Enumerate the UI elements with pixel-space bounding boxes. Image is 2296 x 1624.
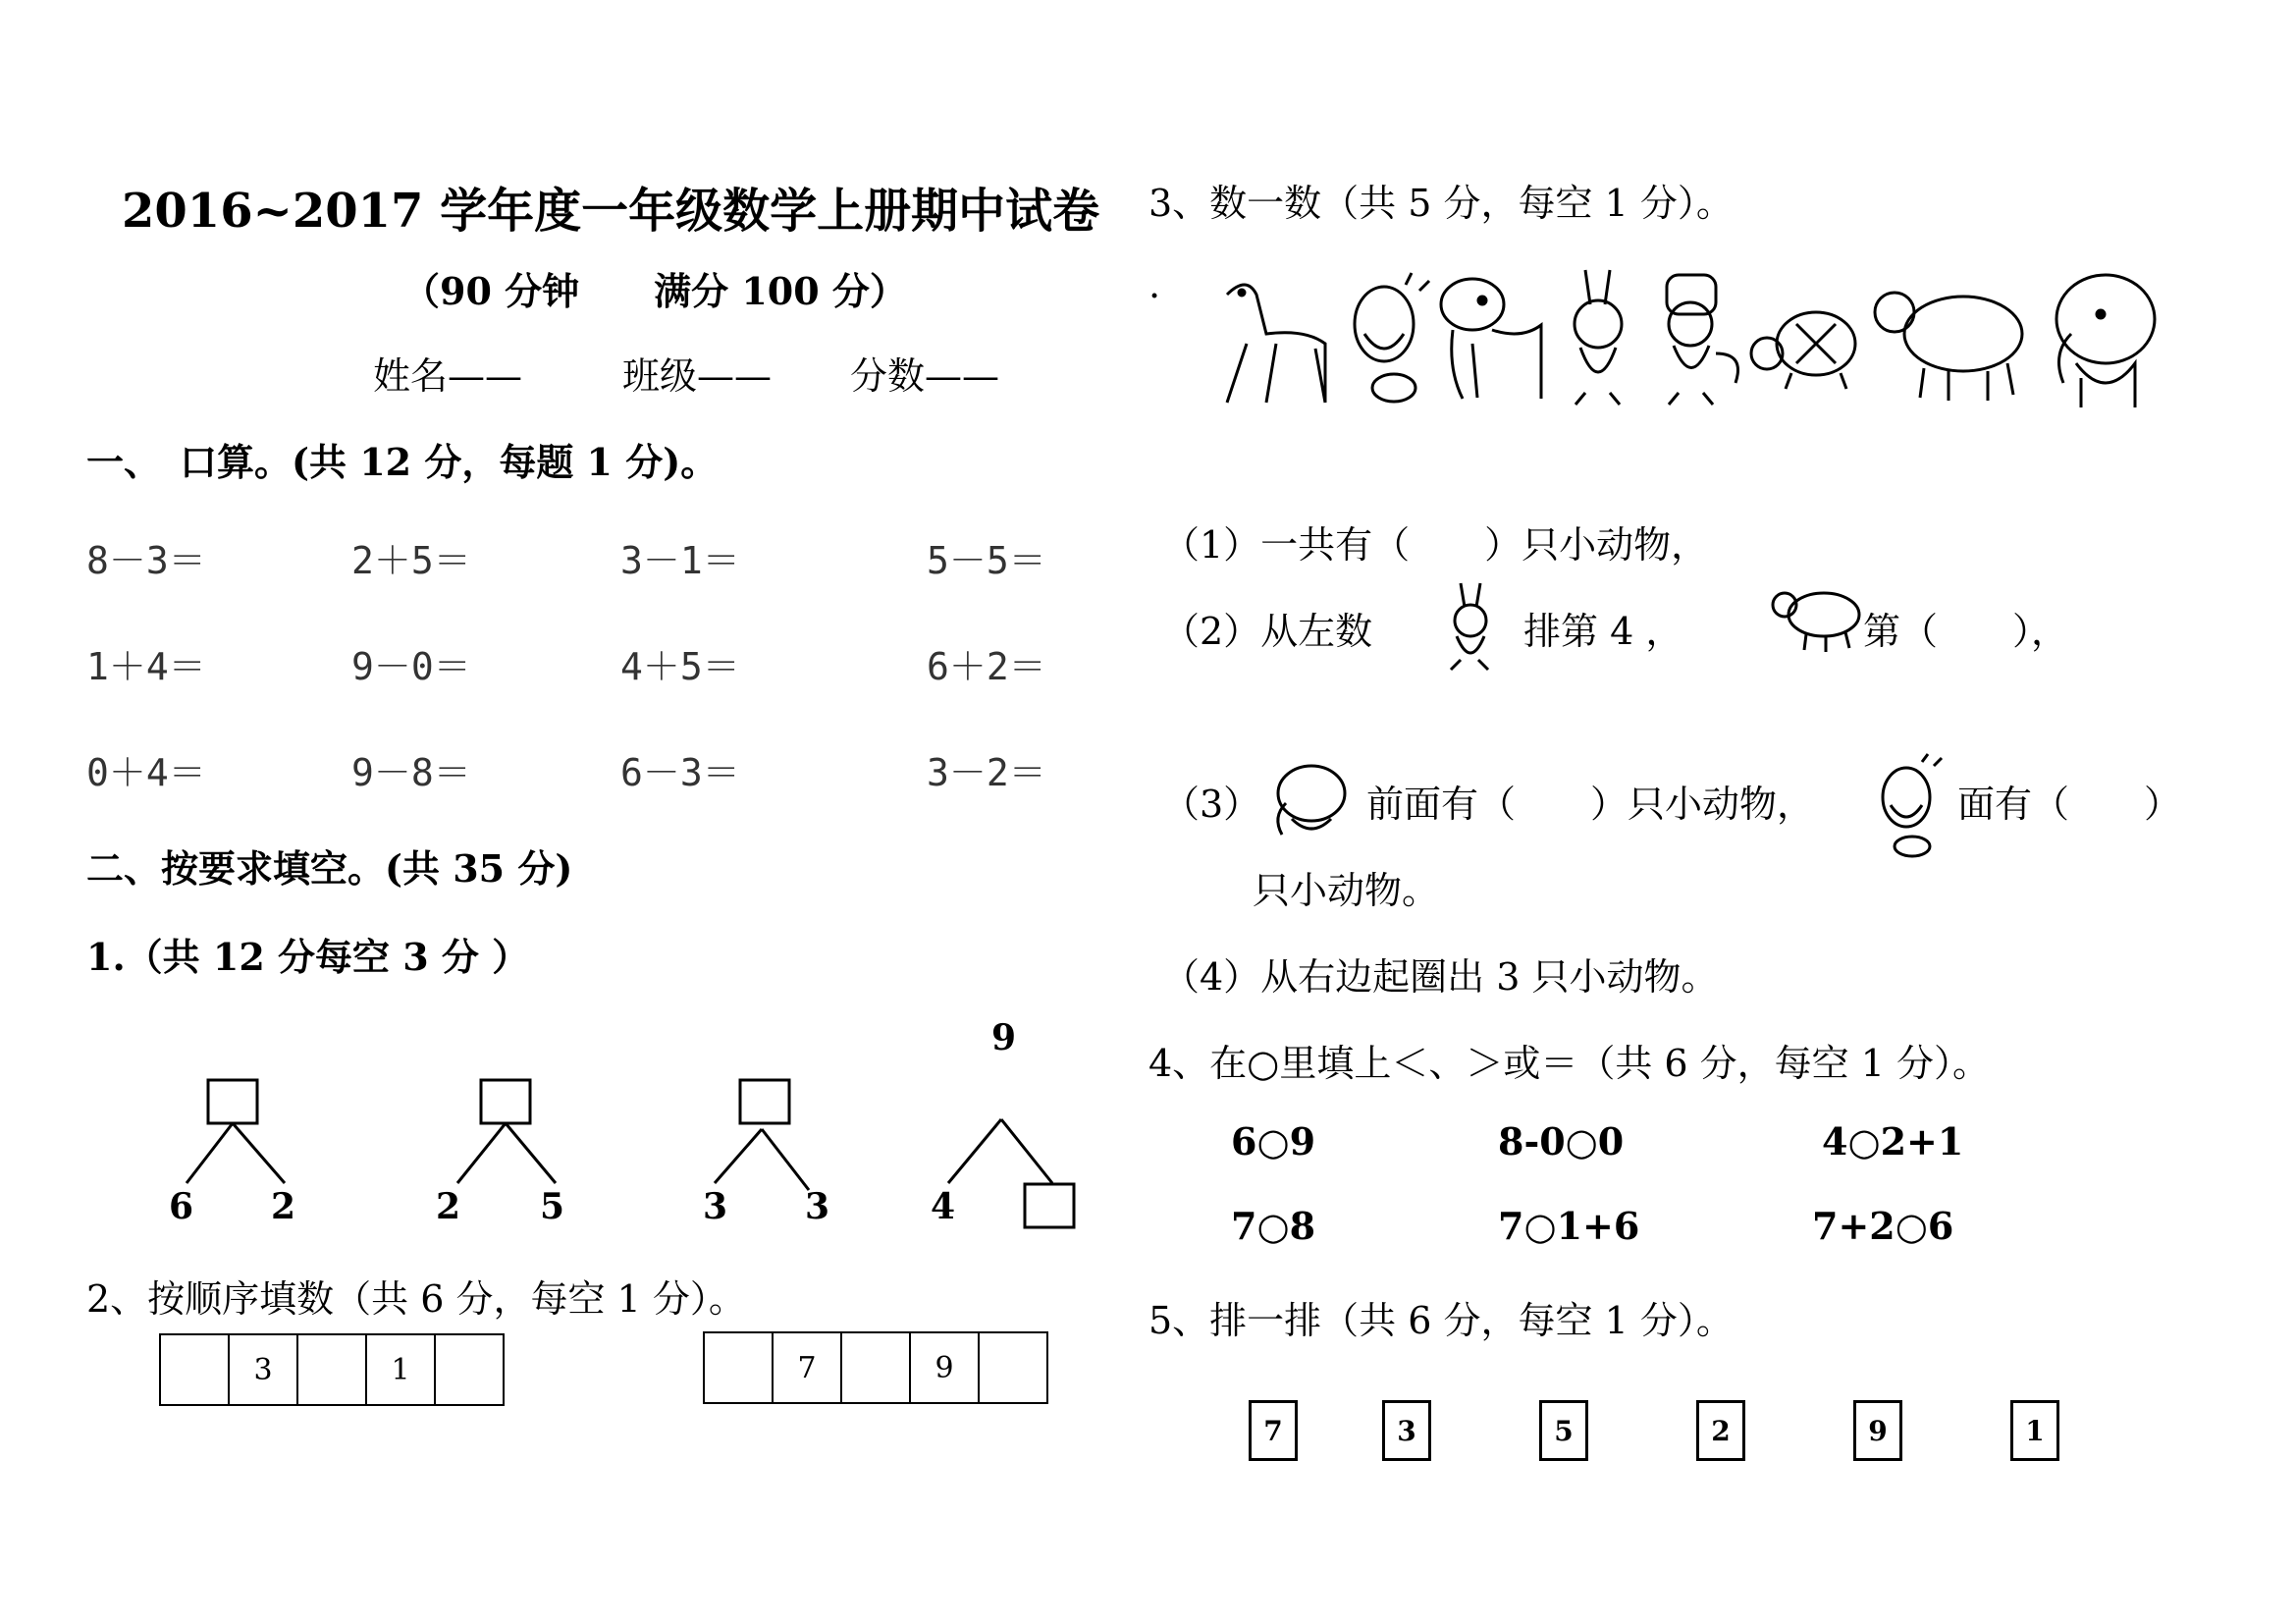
q1-label: 1.（共 12 分每空 3 分 ）	[86, 935, 530, 979]
compare-item: 7+2○6	[1812, 1204, 1954, 1248]
sheep-icon	[1875, 293, 2022, 401]
q3-dot: .	[1148, 263, 1161, 306]
sequence-boxes-2	[703, 1331, 1048, 1404]
horse-icon	[1227, 285, 1325, 403]
sequence-cell[interactable]	[705, 1333, 774, 1402]
frog-icon	[1355, 273, 1429, 402]
calc-item: 5－5＝	[927, 539, 1046, 582]
sequence-boxes-1	[159, 1333, 505, 1406]
q3-part2-a: （2）从左数	[1162, 610, 1373, 653]
sequence-cell[interactable]	[842, 1333, 911, 1402]
number-card: 3	[1382, 1400, 1431, 1461]
page-subtitle: （90 分钟 满分 100 分）	[402, 269, 907, 313]
section1-heading: 一、 口算。(共 12 分，每题 1 分)。	[86, 440, 719, 484]
sequence-cell: 1	[367, 1335, 436, 1404]
compare-item: 8-0○0	[1498, 1119, 1625, 1164]
rabbit-icon	[1421, 579, 1520, 673]
sequence-cell: 7	[774, 1333, 842, 1402]
bond-left: 6	[169, 1186, 194, 1227]
calc-item: 6＋2＝	[927, 645, 1046, 688]
number-card: 2	[1696, 1400, 1745, 1461]
q3-part1: （1）一共有（ ）只小动物，	[1162, 523, 1709, 567]
elephant-icon	[2056, 275, 2155, 407]
q3-part3-a: （3）	[1162, 783, 1261, 826]
bond-top: 9	[991, 1017, 1017, 1058]
monkey-icon	[1667, 275, 1738, 405]
score-field: 分数——	[850, 354, 1000, 398]
page-title: 2016~2017 学年度一年级数学上册期中试卷	[122, 184, 1100, 239]
calc-item: 8－3＝	[86, 539, 206, 582]
sequence-cell: 3	[230, 1335, 298, 1404]
calc-item: 2＋5＝	[351, 539, 471, 582]
calc-item: 6－3＝	[620, 751, 740, 794]
elephant-icon	[1256, 760, 1355, 839]
calc-item: 9－0＝	[351, 645, 471, 688]
animal-lineup	[1188, 265, 2179, 422]
number-bond-1	[187, 1080, 285, 1183]
turtle-icon	[1751, 312, 1855, 389]
bond-right: 5	[540, 1186, 565, 1227]
calc-item: 0＋4＝	[86, 751, 206, 794]
q3-part2-b: 排第 4 ，	[1523, 610, 1683, 653]
frog-icon	[1865, 752, 1953, 860]
number-card: 7	[1249, 1400, 1298, 1461]
sequence-cell[interactable]	[980, 1333, 1046, 1402]
calc-item: 4＋5＝	[620, 645, 740, 688]
class-field: 班级——	[622, 354, 773, 398]
q3-part4: （4）从右边起圈出 3 只小动物。	[1162, 955, 1719, 999]
calc-item: 3－2＝	[927, 751, 1046, 794]
number-bond-4	[948, 1119, 1074, 1227]
q3-part2-c: 第（ ），	[1863, 610, 2069, 653]
number-bond-3	[715, 1080, 809, 1190]
sequence-cell: 9	[911, 1333, 980, 1402]
q3-part3-b: 前面有（ ）只小动物，	[1366, 783, 1815, 826]
number-card: 1	[2010, 1400, 2059, 1461]
number-card: 9	[1853, 1400, 1902, 1461]
dog-icon	[1441, 279, 1541, 399]
calc-item: 1＋4＝	[86, 645, 206, 688]
bond-left: 2	[436, 1186, 461, 1227]
sequence-cell[interactable]	[298, 1335, 367, 1404]
sheep-icon	[1767, 581, 1865, 655]
q3-part3-c: 面有（ ）	[1957, 783, 2182, 826]
compare-item: 4○2+1	[1822, 1119, 1964, 1164]
calc-item: 3－1＝	[620, 539, 740, 582]
rabbit-icon	[1575, 270, 1622, 405]
q3-heading: 3、数一数（共 5 分，每空 1 分）。	[1148, 182, 1734, 225]
q5-heading: 5、排一排（共 6 分，每空 1 分）。	[1148, 1299, 1734, 1342]
sequence-cell[interactable]	[161, 1335, 230, 1404]
calc-item: 9－8＝	[351, 751, 471, 794]
section2-heading: 二、按要求填空。(共 35 分)	[86, 846, 573, 891]
number-bond-diagrams	[0, 982, 1080, 1276]
compare-item: 7○1+6	[1498, 1204, 1640, 1248]
bond-right: 3	[805, 1186, 830, 1227]
compare-item: 7○8	[1231, 1204, 1316, 1248]
name-field: 姓名——	[373, 354, 523, 398]
sequence-cell[interactable]	[436, 1335, 503, 1404]
q3-part3-d: 只小动物。	[1253, 869, 1440, 912]
q4-heading: 4、在○里填上＜、＞或＝（共 6 分，每空 1 分）。	[1148, 1042, 1991, 1085]
bond-left: 4	[931, 1186, 956, 1227]
number-bond-2	[457, 1080, 556, 1183]
compare-item: 6○9	[1231, 1119, 1316, 1164]
bond-left: 3	[703, 1186, 728, 1227]
q2-label: 2、按顺序填数（共 6 分，每空 1 分）。	[86, 1277, 746, 1321]
number-card: 5	[1539, 1400, 1588, 1461]
bond-right: 2	[271, 1186, 296, 1227]
